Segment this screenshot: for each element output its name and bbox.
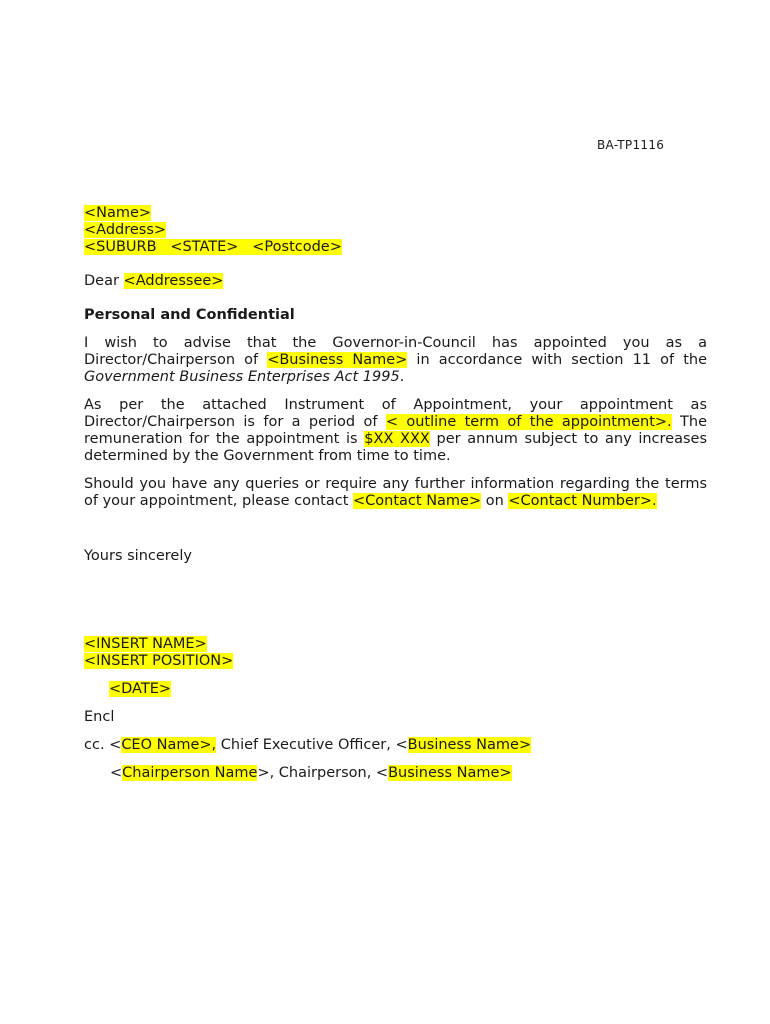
para1-text-3: .	[399, 369, 405, 385]
cc1-ceo-name: CEO Name>,	[121, 737, 217, 753]
para3-text-2: on	[485, 493, 504, 509]
salutation-addressee: <Addressee>	[123, 273, 224, 289]
para1-text-2: in accordance with section 11 of the	[416, 352, 707, 368]
para3-text-1: Should you have any queries or require any further information regarding the terms of your appointment, please contact	[84, 476, 707, 509]
recipient-name: <Name>	[84, 205, 152, 221]
para1-text-1: I wish to advise that the Governor-in-Council has appointed you as a Director/Chairperson of	[84, 335, 707, 368]
cc1-business-name: Business Name>	[407, 737, 532, 753]
signatory-date: <DATE>	[109, 681, 172, 697]
cc2-title: >, Chairperson, <	[257, 765, 389, 781]
para1-business-name: <Business Name>	[267, 352, 408, 368]
para3-contact-name: <Contact Name>	[353, 493, 482, 509]
letter-heading: Personal and Confidential	[84, 307, 295, 323]
recipient-suburb-state-postcode	[84, 239, 342, 255]
recipient-state: <STATE>	[170, 239, 239, 255]
para2-text-2: The remuneration for the appointment is	[84, 414, 708, 447]
document-reference: BA-TP1116	[597, 138, 665, 152]
paragraph-appointment	[84, 335, 707, 386]
para2-text-3: per annum subject to any increases determined by the Government from time to time.	[84, 431, 707, 464]
salutation	[84, 273, 223, 289]
signatory-name: <INSERT NAME>	[84, 636, 207, 652]
para2-text-1: As per the attached Instrument of Appointment, your appointment as Director/Chairperson is for a period of	[84, 397, 707, 430]
para1-act-name: Government Business Enterprises Act 1995	[84, 369, 400, 385]
recipient-address: <Address>	[84, 222, 167, 238]
paragraph-contact	[84, 476, 707, 510]
cc2-chair-name: Chairperson Name	[122, 765, 258, 781]
cc2-business-name: Business Name>	[388, 765, 512, 781]
recipient-suburb: <SUBURB	[84, 239, 157, 255]
paragraph-term-remuneration	[84, 397, 707, 465]
cc1-prefix: cc. <	[84, 737, 122, 753]
cc1-title: Chief Executive Officer, <	[216, 737, 408, 753]
cc2-prefix: <	[110, 765, 123, 781]
signatory-date-line	[109, 681, 171, 697]
signatory-name-line	[84, 636, 207, 652]
enclosure: Encl	[84, 709, 115, 725]
salutation-dear: Dear	[84, 273, 119, 289]
cc-line-2	[110, 765, 512, 781]
para3-contact-number: <Contact Number>.	[508, 493, 657, 509]
closing: Yours sincerely	[84, 548, 192, 564]
para2-amount: $XX XXX	[364, 431, 430, 447]
signatory-position-line	[84, 653, 233, 669]
para2-term: < outline term of the appointment>.	[385, 414, 672, 430]
recipient-postcode: <Postcode>	[252, 239, 342, 255]
signatory-position: <INSERT POSITION>	[84, 653, 234, 669]
recipient-address-block	[84, 205, 342, 256]
cc-line-1	[84, 737, 531, 753]
